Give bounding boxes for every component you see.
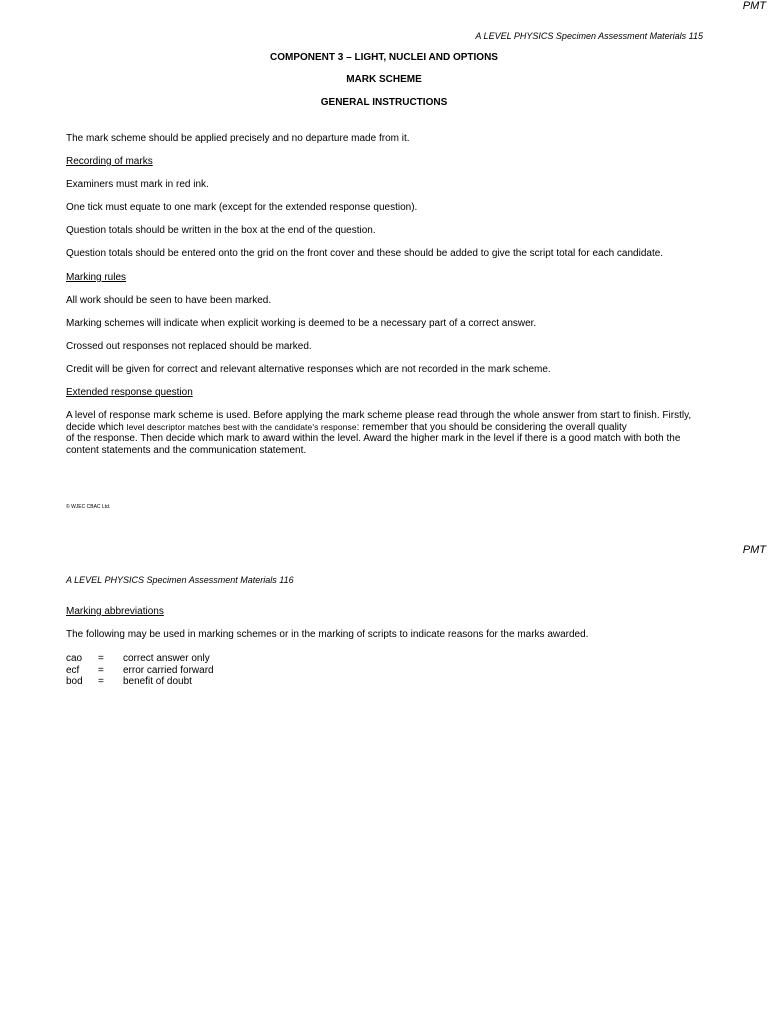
abbreviation-meaning: correct answer only xyxy=(123,653,210,664)
extended-line: of the response. Then decide which mark to award within the level. Award the higher mark in the level if there is a good match with both the xyxy=(66,433,681,445)
abbreviations-heading: Marking abbreviations xyxy=(66,606,164,617)
abbreviation-row xyxy=(66,676,366,688)
extended-line: content statements and the communication statement. xyxy=(66,444,307,456)
abbreviation-equals: = xyxy=(98,653,104,664)
marking-rule-item: All work should be seen to have been marked. xyxy=(66,295,272,306)
extended-response-paragraph xyxy=(66,410,706,456)
general-instructions-title: GENERAL INSTRUCTIONS xyxy=(320,97,448,108)
marking-rule-item: Credit will be given for correct and relevant alternative responses which are not recorded in the mark scheme. xyxy=(66,364,551,375)
extended-line: A level of response mark scheme is used. Before applying the mark scheme please read through the whole answer from start to finish. Firstly, xyxy=(66,410,692,421)
extended-response-heading: Extended response question xyxy=(66,387,193,398)
marking-rule-item: Marking schemes will indicate when explicit working is deemed to be a necessary part of a correct answer. xyxy=(66,318,537,329)
recording-item: Question totals should be entered onto the grid on the front cover and these should be added to give the script total for each candidate. xyxy=(66,248,664,259)
abbreviation-row xyxy=(66,653,366,665)
abbreviations-intro: The following may be used in marking schemes or in the marking of scripts to indicate reasons for the marks awarded. xyxy=(66,629,589,640)
running-header: A LEVEL PHYSICS Specimen Assessment Materials 116 xyxy=(66,575,294,585)
mark-scheme-title: MARK SCHEME xyxy=(346,74,422,85)
abbreviation-code: bod xyxy=(66,676,83,687)
abbreviation-code: ecf xyxy=(66,665,80,676)
abbreviation-equals: = xyxy=(98,665,104,676)
abbreviation-equals: = xyxy=(98,676,104,687)
pmt-label: PMT xyxy=(742,0,766,12)
copyright-notice: © WJEC CBAC Ltd. xyxy=(66,504,111,510)
extended-line xyxy=(66,422,706,434)
abbreviation-meaning: benefit of doubt xyxy=(123,676,192,687)
abbreviation-code: cao xyxy=(66,653,83,664)
component-title: COMPONENT 3 – LIGHT, NUCLEI AND OPTIONS xyxy=(270,52,498,63)
intro-paragraph: The mark scheme should be applied precisely and no departure made from it. xyxy=(66,133,410,144)
running-header: A LEVEL PHYSICS Specimen Assessment Materials 115 xyxy=(475,31,703,41)
recording-item: Question totals should be written in the box at the end of the question. xyxy=(66,225,376,236)
recording-item: One tick must equate to one mark (except for the extended response question). xyxy=(66,202,418,213)
recording-item: Examiners must mark in red ink. xyxy=(66,179,209,190)
marking-rules-heading: Marking rules xyxy=(66,272,127,283)
recording-heading: Recording of marks xyxy=(66,156,153,167)
extended-text: : remember that you should be considering the overall quality xyxy=(356,421,627,433)
pmt-label: PMT xyxy=(742,544,766,556)
marking-rule-item: Crossed out responses not replaced should be marked. xyxy=(66,341,312,352)
extended-text: decide which xyxy=(66,421,127,433)
level-descriptor-phrase: level descriptor matches best with the candidate's response xyxy=(126,421,357,432)
abbreviation-meaning: error carried forward xyxy=(123,665,214,676)
